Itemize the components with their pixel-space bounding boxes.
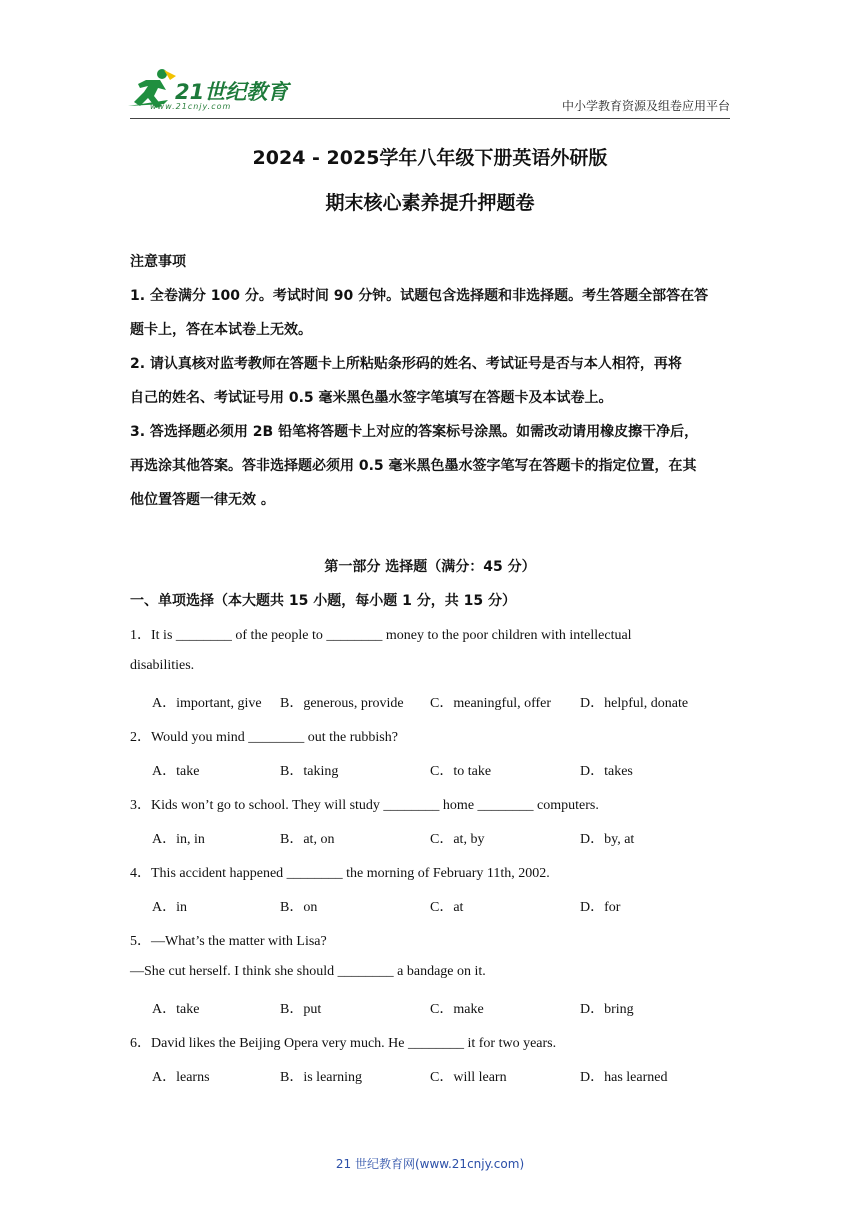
question-stem: 1．It is ________ of the people to ________ money to the poor children with intellectual — [130, 628, 632, 643]
option-d: D．by, at — [580, 832, 635, 847]
logo-url: www.21cnjy.com — [150, 102, 232, 111]
option-d: D．for — [580, 900, 621, 915]
option-c: C．to take — [430, 764, 492, 779]
notice-line: 再选涂其他答案。答非选择题必须用 0.5 毫米黑色墨水签字笔写在答题卡的指定位置，在其 — [130, 458, 697, 474]
option-a: A．take — [152, 1002, 200, 1017]
notice-line: 题卡上，答在本试卷上无效。 — [130, 322, 312, 338]
page-header — [0, 0, 860, 120]
exam-subtitle: 期末核心素养提升押题卷 — [325, 192, 535, 214]
option-d: D．takes — [580, 764, 633, 779]
notice-line: 2. 请认真核对监考教师在答题卡上所粘贴条形码的姓名、考试证号是否与本人相符，再将 — [130, 356, 682, 372]
section-heading: 一、单项选择（本大题共 15 小题，每小题 1 分，共 15 分） — [130, 593, 516, 609]
option-d: D．helpful, donate — [580, 696, 689, 711]
option-d: D．has learned — [580, 1070, 668, 1085]
question-stem-continued: —She cut herself. I think she should ________ a bandage on it. — [130, 964, 486, 979]
question-stem: 2．Would you mind ________ out the rubbish? — [130, 730, 398, 745]
option-c: C．at — [430, 900, 464, 915]
option-a: A．take — [152, 764, 200, 779]
option-c: C．meaningful, offer — [430, 696, 552, 711]
option-b: B．at, on — [280, 832, 335, 847]
option-c: C．at, by — [430, 832, 485, 847]
option-a: A．in, in — [152, 832, 205, 847]
question-stem-continued: disabilities. — [130, 658, 195, 673]
notice-line: 他位置答题一律无效 。 — [130, 492, 275, 508]
option-d: D．bring — [580, 1002, 634, 1017]
notice-line: 自己的姓名、考试证号用 0.5 毫米黑色墨水签字笔填写在答题卡及本试卷上。 — [130, 390, 613, 406]
part-heading: 第一部分 选择题（满分：45 分） — [324, 559, 536, 575]
option-a: A．important, give — [152, 696, 262, 711]
option-b: B．on — [280, 900, 318, 915]
option-b: B．taking — [280, 764, 339, 779]
option-a: A．learns — [152, 1070, 210, 1085]
option-b: B．put — [280, 1002, 322, 1017]
option-a: A．in — [152, 900, 187, 915]
notice-line: 1. 全卷满分 100 分。考试时间 90 分钟。试题包含选择题和非选择题。考生答题全部答在答 — [130, 288, 709, 304]
footer-link[interactable]: 21 世纪教育网(www.21cnjy.com) — [335, 1157, 525, 1171]
exam-title: 2024 - 2025学年八年级下册英语外研版 — [252, 147, 608, 169]
logo-text: 21世纪教育 — [175, 80, 289, 104]
notice-line: 3. 答选择题必须用 2B 铅笔将答题卡上对应的答案标号涂黑。如需改动请用橡皮擦干净后， — [130, 424, 699, 440]
option-c: C．will learn — [430, 1070, 507, 1085]
question-stem: 3．Kids won’t go to school. They will study ________ home ________ computers. — [130, 798, 599, 813]
question-stem: 5．—What’s the matter with Lisa? — [130, 934, 327, 949]
question-stem: 6．David likes the Beijing Opera very much. He ________ it for two years. — [130, 1036, 557, 1051]
option-c: C．make — [430, 1002, 484, 1017]
option-b: B．is learning — [280, 1070, 363, 1085]
header-divider — [130, 118, 730, 119]
notice-heading: 注意事项 — [130, 254, 186, 270]
option-b: B．generous, provide — [280, 696, 404, 711]
question-stem: 4．This accident happened ________ the morning of February 11th, 2002. — [130, 866, 550, 881]
platform-label: 中小学教育资源及组卷应用平台 — [561, 99, 730, 113]
